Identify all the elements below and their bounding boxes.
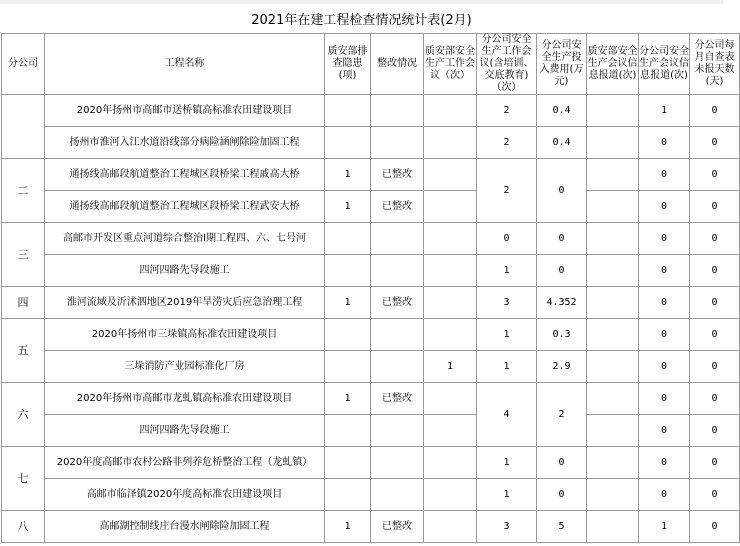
- project-name-cell: 高邮市开发区重点河道综合整治I期工程四、六、七号河: [45, 223, 325, 255]
- table-row: [2, 223, 740, 255]
- project-name-cell: 四河四路先导段施工: [45, 415, 325, 447]
- project-name-cell: 淮河流域及沂沭泗地区2019年旱涝灾后应急治理工程: [45, 287, 325, 319]
- qs-report-cell: [587, 479, 639, 511]
- qs-meeting-cell: [424, 191, 477, 223]
- project-name-cell: 高邮市临泽镇2020年度高标准农田建设项目: [45, 479, 325, 511]
- unreported-days-cell: 0: [690, 159, 740, 191]
- table-header: [2, 34, 740, 95]
- table-row: [2, 159, 740, 191]
- investment-cell: 5: [537, 511, 587, 543]
- company-cell: 四: [2, 287, 45, 319]
- investment-cell: 0.4: [537, 95, 587, 127]
- inspection-stats-table: [1, 33, 740, 543]
- unreported-days-cell: 0: [690, 255, 740, 287]
- qs-report-cell: [587, 95, 639, 127]
- hazards-cell: 1: [325, 287, 371, 319]
- qs-meeting-cell: [424, 127, 477, 159]
- hazards-cell: [325, 351, 371, 383]
- table-row: [2, 383, 740, 415]
- branch-report-cell: 1: [639, 95, 690, 127]
- hazards-cell: 1: [325, 383, 371, 415]
- project-name-cell: 扬州市淮河入江水道沿线部分病险涵闸除险加固工程: [45, 127, 325, 159]
- branch-meeting-cell: 2: [477, 159, 537, 223]
- qs-meeting-cell: [424, 447, 477, 479]
- branch-report-cell: 1: [639, 511, 690, 543]
- rectify-cell: [371, 447, 424, 479]
- branch-meeting-cell: 1: [477, 479, 537, 511]
- qs-report-cell: [587, 511, 639, 543]
- investment-cell: 0.4: [537, 127, 587, 159]
- company-cell: 二: [2, 159, 45, 223]
- qs-meeting-cell: 1: [424, 351, 477, 383]
- qs-report-cell: [587, 191, 639, 223]
- hazards-cell: 1: [325, 511, 371, 543]
- header-cell: 分公司安全生产工作会议(含培训、交底教育)（次）: [477, 34, 537, 95]
- company-cell: 七: [2, 447, 45, 511]
- qs-report-cell: [587, 223, 639, 255]
- qs-meeting-cell: [424, 255, 477, 287]
- unreported-days-cell: 0: [690, 415, 740, 447]
- investment-cell: 0: [537, 159, 587, 223]
- qs-report-cell: [587, 127, 639, 159]
- company-cell: 八: [2, 511, 45, 543]
- company-cell: 五: [2, 319, 45, 383]
- hazards-cell: [325, 479, 371, 511]
- rectify-cell: [371, 479, 424, 511]
- unreported-days-cell: 0: [690, 479, 740, 511]
- rectify-cell: 已整改: [371, 383, 424, 415]
- header-cell: 整改情况: [371, 34, 424, 95]
- header-row: [2, 34, 740, 95]
- qs-meeting-cell: [424, 159, 477, 191]
- qs-report-cell: [587, 383, 639, 415]
- table-row: [2, 127, 740, 159]
- qs-report-cell: [587, 447, 639, 479]
- table-body: [2, 95, 740, 543]
- unreported-days-cell: 0: [690, 287, 740, 319]
- qs-meeting-cell: [424, 287, 477, 319]
- investment-cell: 0: [537, 223, 587, 255]
- branch-meeting-cell: 4: [477, 383, 537, 447]
- investment-cell: 2.9: [537, 351, 587, 383]
- project-name-cell: 2020年扬州市三垛镇高标准农田建设项目: [45, 319, 325, 351]
- investment-cell: 2: [537, 383, 587, 447]
- project-name-cell: 通扬线高邮段航道整治工程城区段桥梁工程武安大桥: [45, 191, 325, 223]
- unreported-days-cell: 0: [690, 127, 740, 159]
- qs-report-cell: [587, 287, 639, 319]
- branch-meeting-cell: 1: [477, 255, 537, 287]
- header-cell: 质安部安全生产会议信息报道(次): [587, 34, 639, 95]
- company-cell: 六: [2, 383, 45, 447]
- header-cell: 分公司安全生产会议信息报道(次): [639, 34, 690, 95]
- qs-report-cell: [587, 415, 639, 447]
- branch-report-cell: 0: [639, 415, 690, 447]
- hazards-cell: [325, 223, 371, 255]
- branch-meeting-cell: 2: [477, 127, 537, 159]
- branch-report-cell: 0: [639, 351, 690, 383]
- table-row: [2, 511, 740, 543]
- qs-report-cell: [587, 351, 639, 383]
- table-row: [2, 255, 740, 287]
- rectify-cell: [371, 127, 424, 159]
- qs-meeting-cell: [424, 479, 477, 511]
- unreported-days-cell: 0: [690, 191, 740, 223]
- qs-meeting-cell: [424, 223, 477, 255]
- branch-report-cell: 0: [639, 191, 690, 223]
- qs-meeting-cell: [424, 319, 477, 351]
- rectify-cell: [371, 319, 424, 351]
- qs-report-cell: [587, 159, 639, 191]
- rectify-cell: 已整改: [371, 511, 424, 543]
- unreported-days-cell: 0: [690, 351, 740, 383]
- hazards-cell: 1: [325, 191, 371, 223]
- project-name-cell: 高邮湖控制线庄台漫水闸除险加固工程: [45, 511, 325, 543]
- table-row: [2, 191, 740, 223]
- hazards-cell: [325, 127, 371, 159]
- unreported-days-cell: 0: [690, 95, 740, 127]
- hazards-cell: [325, 319, 371, 351]
- hazards-cell: [325, 255, 371, 287]
- header-cell: 分公司每月自查表未报天数(天): [690, 34, 740, 95]
- investment-cell: 0: [537, 447, 587, 479]
- qs-meeting-cell: [424, 511, 477, 543]
- unreported-days-cell: 0: [690, 447, 740, 479]
- branch-report-cell: 0: [639, 287, 690, 319]
- hazards-cell: [325, 447, 371, 479]
- unreported-days-cell: 0: [690, 383, 740, 415]
- table-row: [2, 415, 740, 447]
- project-name-cell: 三垛消防产业园标准化厂房: [45, 351, 325, 383]
- rectify-cell: [371, 351, 424, 383]
- table-row: [2, 479, 740, 511]
- header-cell: 分公司: [2, 34, 45, 95]
- investment-cell: 0.3: [537, 319, 587, 351]
- project-name-cell: 四河四路先导段施工: [45, 255, 325, 287]
- branch-meeting-cell: 1: [477, 351, 537, 383]
- table-row: [2, 287, 740, 319]
- branch-report-cell: 0: [639, 479, 690, 511]
- rectify-cell: 已整改: [371, 191, 424, 223]
- rectify-cell: [371, 255, 424, 287]
- branch-meeting-cell: 2: [477, 95, 537, 127]
- branch-meeting-cell: 0: [477, 223, 537, 255]
- qs-meeting-cell: [424, 415, 477, 447]
- qs-report-cell: [587, 319, 639, 351]
- branch-report-cell: 0: [639, 223, 690, 255]
- qs-meeting-cell: [424, 383, 477, 415]
- unreported-days-cell: 0: [690, 319, 740, 351]
- header-cell: 质安部排查隐患(项): [325, 34, 371, 95]
- project-name-cell: 2020年扬州市高邮市送桥镇高标准农田建设项目: [45, 95, 325, 127]
- company-cell: 三: [2, 223, 45, 287]
- branch-report-cell: 0: [639, 447, 690, 479]
- unreported-days-cell: 0: [690, 223, 740, 255]
- project-name-cell: 通扬线高邮段航道整治工程城区段桥梁工程戚高大桥: [45, 159, 325, 191]
- header-cell: 工程名称: [45, 34, 325, 95]
- investment-cell: 0: [537, 255, 587, 287]
- branch-meeting-cell: 3: [477, 287, 537, 319]
- rectify-cell: [371, 223, 424, 255]
- branch-report-cell: 0: [639, 383, 690, 415]
- branch-report-cell: 0: [639, 255, 690, 287]
- hazards-cell: 1: [325, 159, 371, 191]
- branch-meeting-cell: 1: [477, 447, 537, 479]
- branch-report-cell: 0: [639, 127, 690, 159]
- rectify-cell: [371, 415, 424, 447]
- company-cell: [2, 95, 45, 159]
- qs-report-cell: [587, 255, 639, 287]
- table-row: [2, 95, 740, 127]
- rectify-cell: 已整改: [371, 287, 424, 319]
- table-row: [2, 351, 740, 383]
- header-cell: 分公司安全生产投入费用(万元): [537, 34, 587, 95]
- branch-meeting-cell: 3: [477, 511, 537, 543]
- branch-report-cell: 0: [639, 319, 690, 351]
- table-row: [2, 447, 740, 479]
- sheet-title: 2021年在建工程检查情况统计表(2月): [0, 4, 723, 33]
- branch-report-cell: 0: [639, 159, 690, 191]
- qs-meeting-cell: [424, 95, 477, 127]
- project-name-cell: 2020年度高邮市农村公路非列养危桥整治工程（龙虬镇）: [45, 447, 325, 479]
- unreported-days-cell: 0: [690, 511, 740, 543]
- branch-meeting-cell: 1: [477, 319, 537, 351]
- table-row: [2, 319, 740, 351]
- project-name-cell: 2020年扬州市高邮市龙虬镇高标准农田建设项目: [45, 383, 325, 415]
- rectify-cell: [371, 95, 424, 127]
- investment-cell: 0: [537, 479, 587, 511]
- investment-cell: 4.352: [537, 287, 587, 319]
- rectify-cell: 已整改: [371, 159, 424, 191]
- hazards-cell: [325, 415, 371, 447]
- hazards-cell: [325, 95, 371, 127]
- header-cell: 质安部安全生产工作会议（次）: [424, 34, 477, 95]
